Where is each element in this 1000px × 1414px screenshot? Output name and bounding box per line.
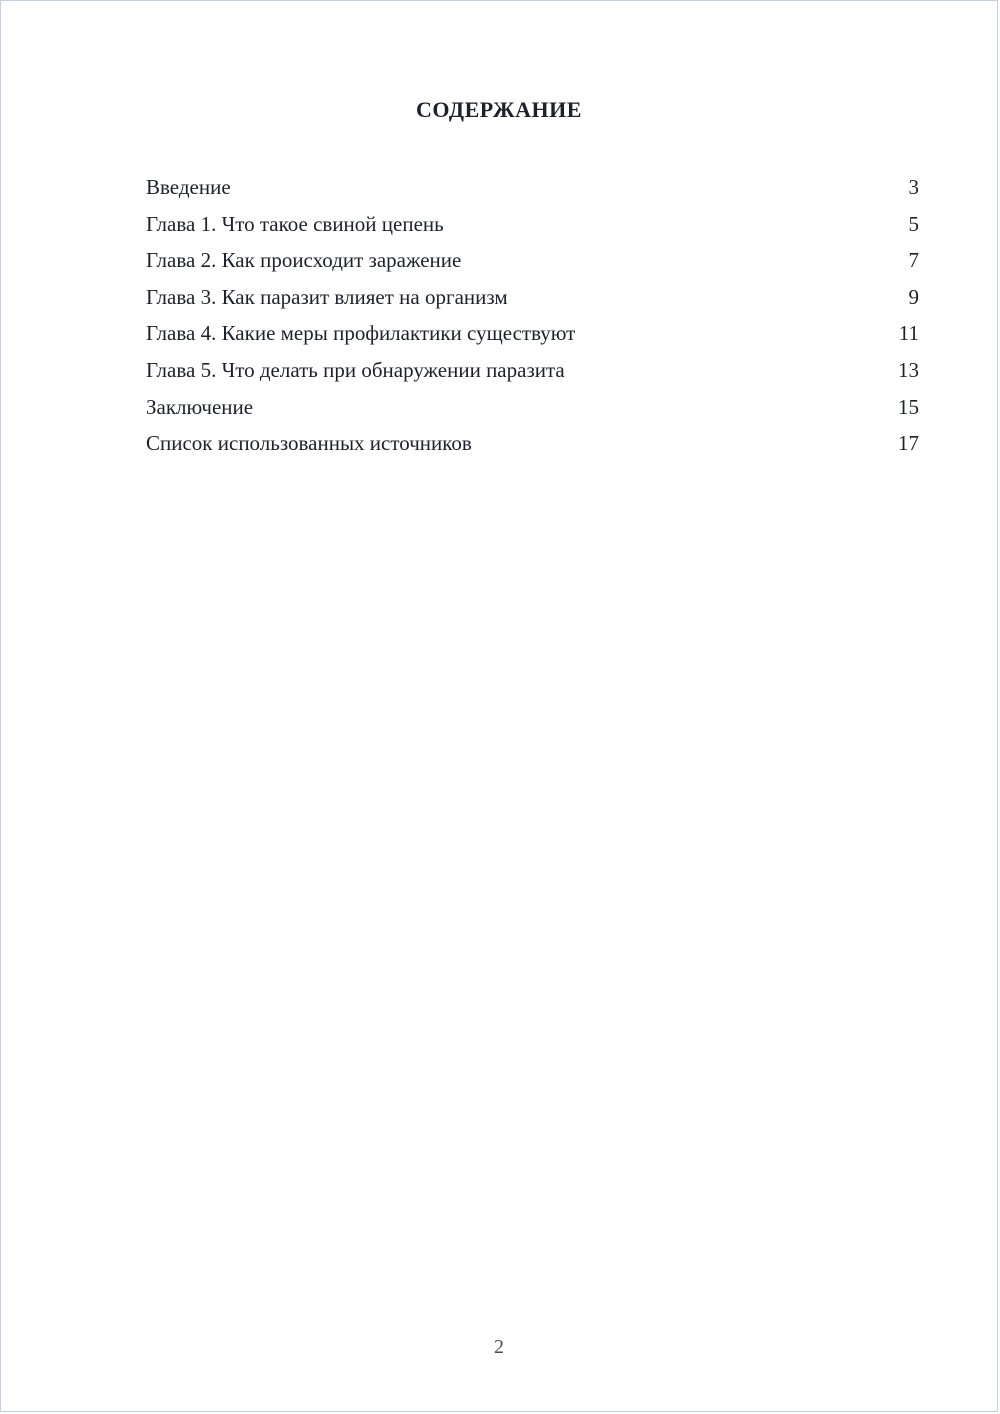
toc-entry-chapter-4	[146, 315, 919, 352]
toc-entry-page-number: 15	[898, 394, 919, 419]
toc-entry-page-number: 5	[908, 211, 919, 236]
toc-entry-label: Список использованных источников	[146, 431, 472, 456]
toc-entry-page-number: 11	[898, 321, 919, 346]
toc-entry-chapter-2	[146, 242, 919, 279]
toc-entry-page-number: 9	[908, 284, 919, 309]
toc-entry-label: Глава 1. Что такое свиной цепень	[146, 211, 444, 236]
toc-entry-page-number: 7	[908, 248, 919, 273]
table-of-contents	[146, 169, 919, 462]
toc-entry-label: Глава 3. Как паразит влияет на организм	[146, 284, 508, 309]
toc-entry-page-number: 13	[898, 357, 919, 382]
toc-entry-label: Заключение	[146, 394, 254, 419]
toc-entry-references	[146, 425, 919, 462]
toc-entry-chapter-1	[146, 206, 919, 243]
toc-entry-label: Глава 2. Как происходит заражение	[146, 248, 462, 273]
toc-entry-page-number: 17	[898, 431, 919, 456]
page-number: 2	[494, 1336, 504, 1358]
toc-entry-introduction	[146, 169, 919, 206]
toc-entry-label: Введение	[146, 175, 231, 199]
page-title: СОДЕРЖАНИЕ	[416, 97, 582, 122]
toc-entry-chapter-5	[146, 352, 919, 389]
toc-entry-conclusion	[146, 389, 919, 426]
toc-entry-label: Глава 5. Что делать при обнаружении паразита	[146, 357, 565, 382]
toc-entry-chapter-3	[146, 279, 919, 316]
toc-entry-label: Глава 4. Какие меры профилактики существуют	[146, 321, 576, 346]
toc-entry-page-number: 3	[908, 175, 919, 199]
